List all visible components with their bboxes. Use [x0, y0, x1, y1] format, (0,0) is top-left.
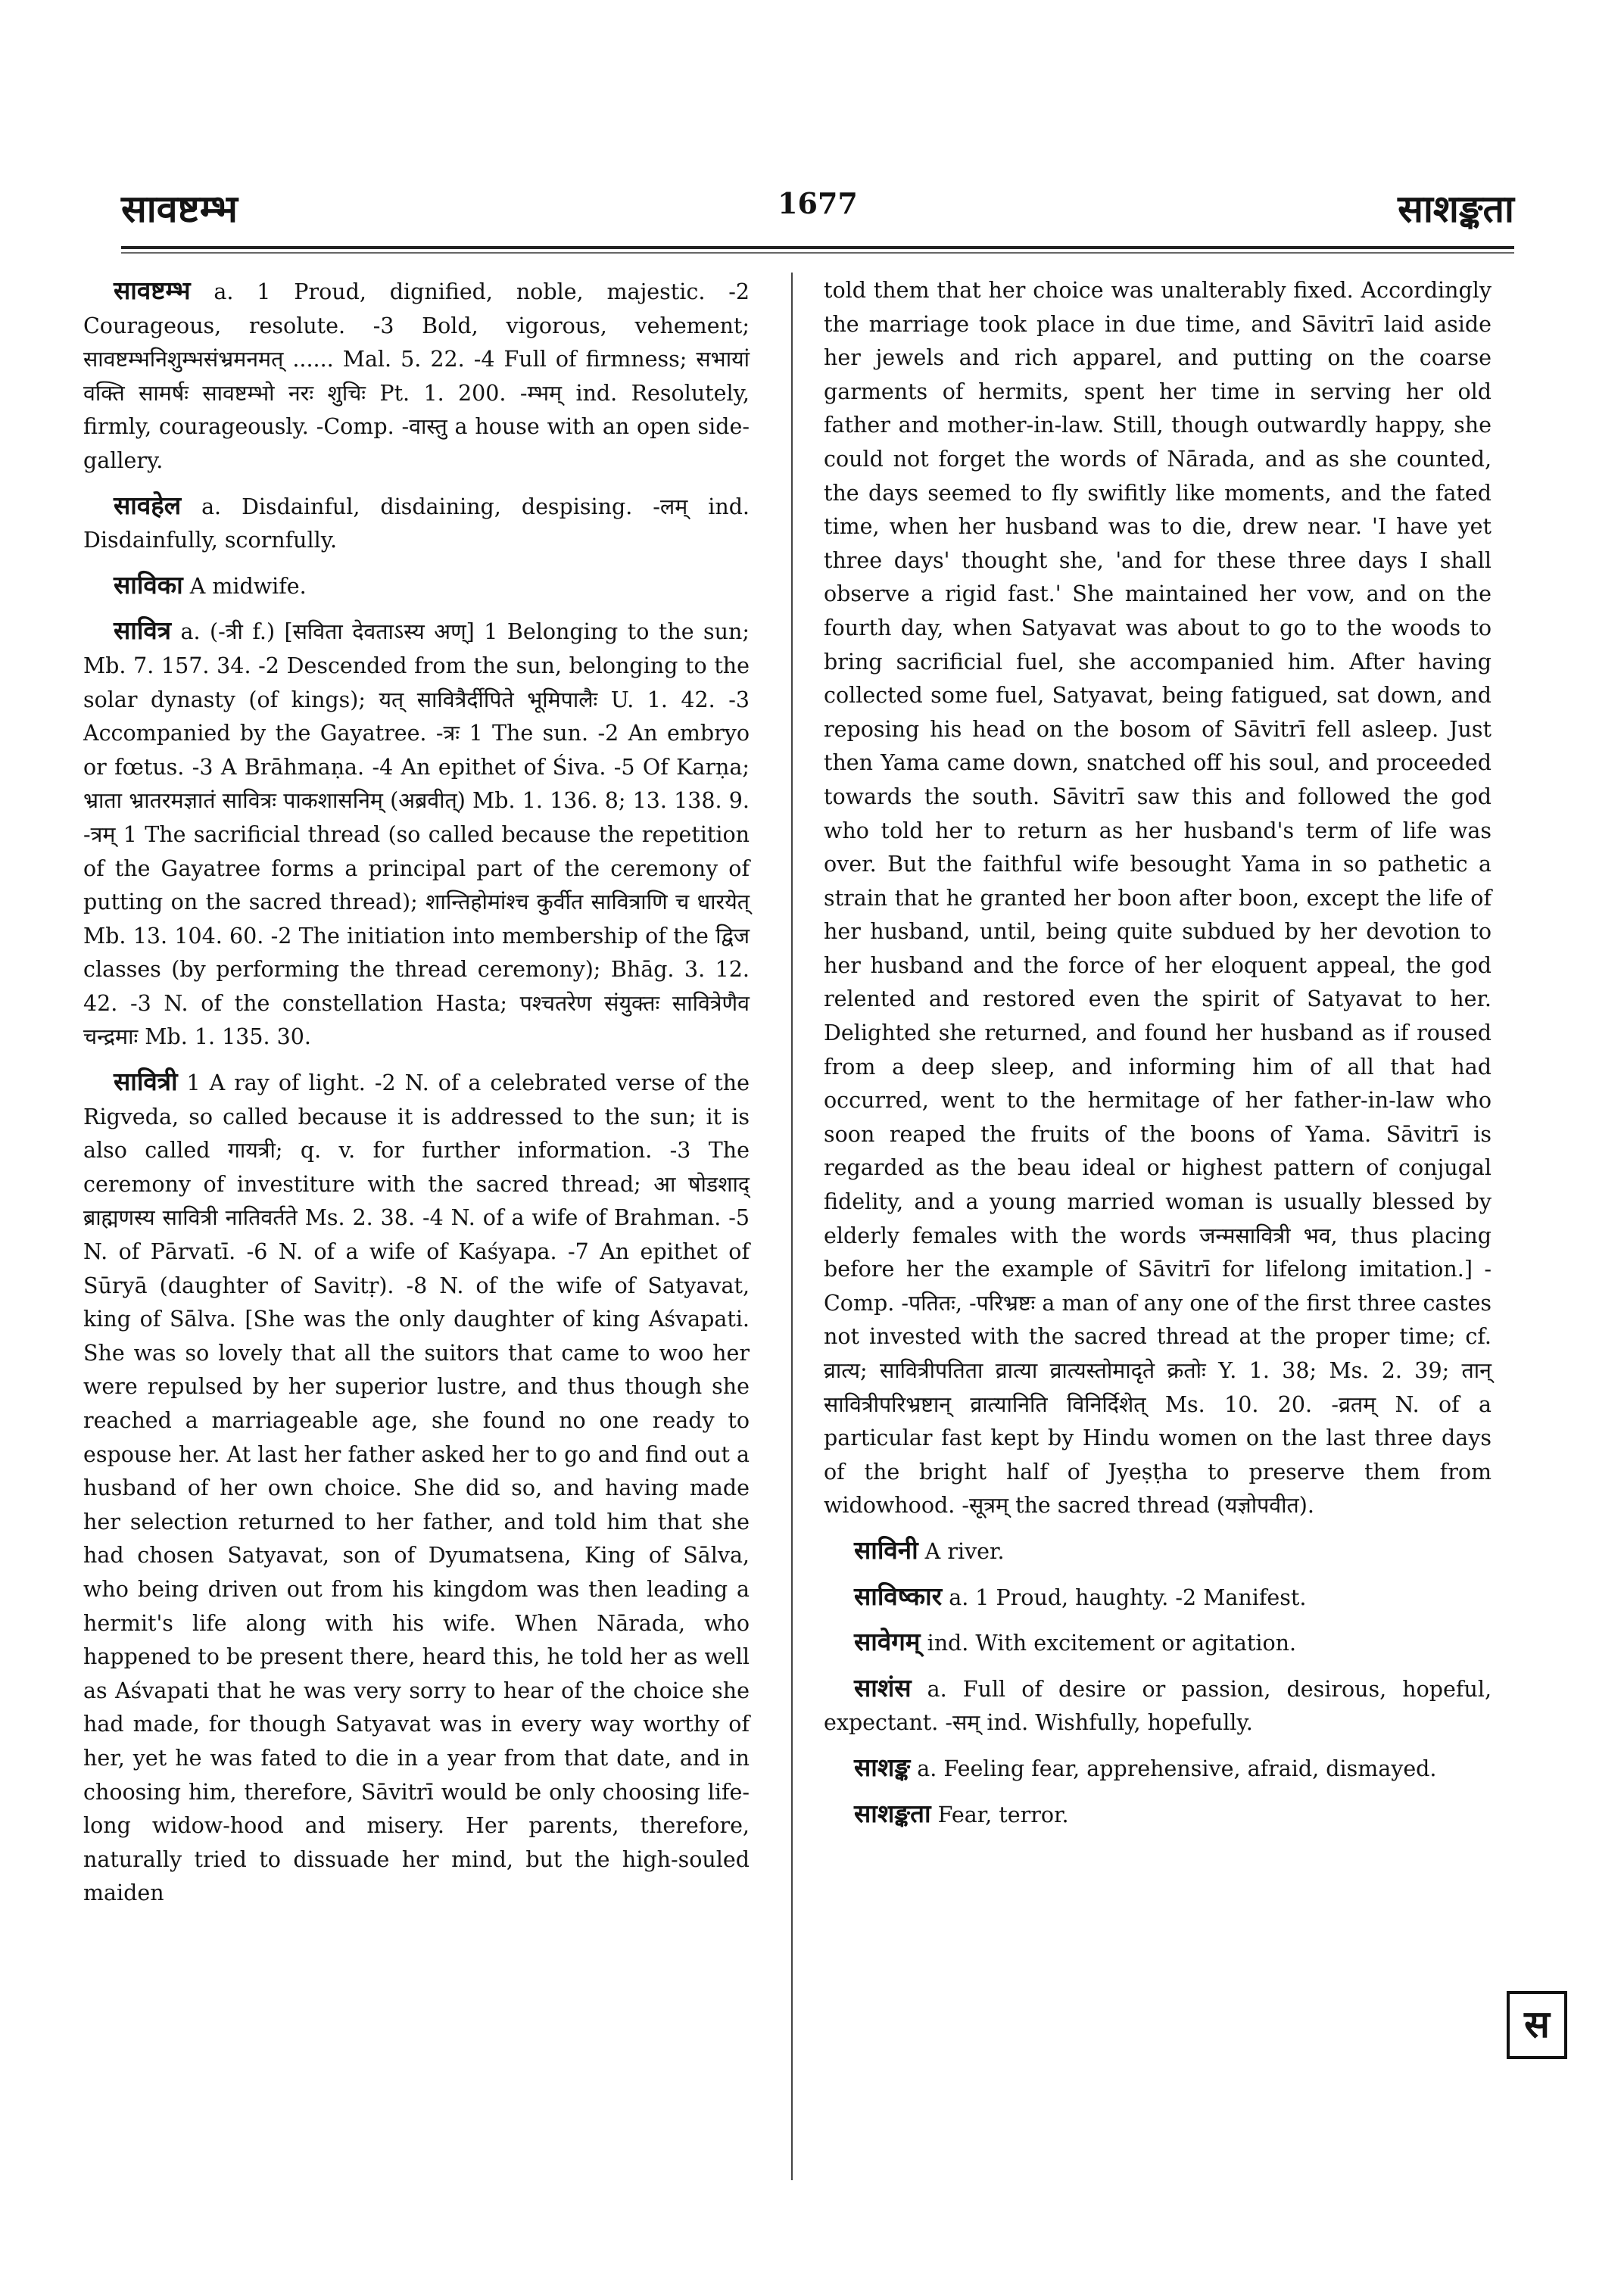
header-rule: [121, 246, 1514, 249]
left-column: [83, 274, 750, 1921]
dictionary-entry: [824, 1751, 1492, 1787]
page-number: 1677: [778, 186, 858, 220]
entry-definition: a. Full of desire or passion, desirous, hopeful, expectant. -सम् ind. Wishfully, hopefully.: [824, 1676, 1492, 1736]
header-left-headword: सावष्टम्भ: [121, 186, 238, 231]
entry-definition: a. (-त्री f.) [सविता देवताऽस्य अण्] 1 Belonging to the sun; Mb. 7. 157. 34. -2 Descended from the sun, belonging to the solar dynasty (of kings); यत् सावित्रैर्दीपिते भूमिपालैः U. 1. 42. -3 Accompanied by the Gayatree. -त्रः 1 The sun. -2 An embryo or fœtus. -3 A Brāhmaṇa. -4 An epithet of Śiva. -5 Of Karṇa; भ्राता भ्रातरमज्ञातं सावित्रः पाकशासनिम् (अब्रवीत्) Mb. 1. 136. 8; 13. 138. 9. -त्रम् 1 The sacrificial thread (so called because the repetition of the Gayatree forms a principal part of the ceremony of putting on the sacred thread); शान्तिहोमांश्च कुर्वीत सावित्राणि च धारयेत् Mb. 13. 104. 60. -2 The initiation into membership of the द्विज classes (by performing the thread ceremony); Bhāg. 3. 12. 42. -3 N. of the constellation Hasta; पश्चतरेण संयुक्तः सावित्रेणैव चन्द्रमाः Mb. 1. 135. 30.: [83, 619, 750, 1050]
entry-headword: सावित्र: [114, 615, 171, 646]
entry-definition: 1 A ray of light. -2 N. of a celebrated verse of the Rigveda, so called because it is addressed to the sun; it is also called गायत्री; q. v. for further information. -3 The ceremony of investiture with the sacred thread; आ षोडशाद् ब्राह्मणस्य सावित्री नातिवर्तते Ms. 2. 38. -4 N. of a wife of Brahman. -5 N. of Pārvatī. -6 N. of a wife of Kaśyapa. -7 An epithet of Sūryā (daughter of Savitṛ). -8 N. of the wife of Satyavat, king of Sālva. [She was the only daughter of king Aśvapati. She was so lovely that all the suitors that came to woo her were repulsed by her superior lustre, and thus though she reached a marriageable age, she found no one ready to espouse her. At last her father asked her to go and find out a husband of her own choice. She did so, and having made her selection returned to her father, and told him that she had chosen Satyavat, son of Dyumatsena, King of Sālva, who being driven out from his kingdom was then leading a hermit's life along with his wife. When Nārada, who happened to be present there, heard this, he told her as well as Aśvapati that he was very sorry to hear of the choice she had made, for though Satyavat was in every way worthy of her, yet he was fated to die in a year from that date, and in choosing him, therefore, Sāvitrī would be only choosing life-long widow-hood and misery. Her parents, therefore, naturally tried to dissuade her mind, but the high-souled maiden: [83, 1070, 750, 1906]
header-rule-thin: [121, 252, 1514, 254]
dictionary-entry: [83, 489, 750, 558]
entry-definition: a. 1 Proud, haughty. -2 Manifest.: [942, 1584, 1307, 1610]
column-divider: [791, 273, 793, 2180]
entry-continuation: told them that her choice was unalterably fixed. Accordingly the marriage took place in due time, and Sāvitrī laid aside her jewels and rich apparel, and putting on the coarse garments of hermits, spent her time in serving her old father and mother-in-law. Still, though outwardly happy, she could not forget the words of Nārada, and as she counted, the days seemed to fly swifitly like moments, and the fated time, when her husband was to die, drew near. 'I have yet three days' thought she, 'and for these three days I shall observe a rigid fast.' She maintained her vow, and on the fourth day, when Satyavat was about to go to the woods to bring sacrificial fuel, she accompanied him. After having collected some fuel, Satyavat, being fatigued, sat down, and reposing his head on the bosom of Sāvitrī fell asleep. Just then Yama came down, snatched off his soul, and proceeded towards the south. Sāvitrī saw this and followed the god who told her to return as her husband's term of life was over. But the faithful wife besought Yama in so pathetic a strain that he granted her boon after boon, except the life of her husband, until, being quite subdued by her devotion to her husband and the force of her eloquent appeal, the god relented and restored even the spirit of Satyavat to her. Delighted she returned, and found her husband as if roused from a deep sleep, and informing him of all that had occurred, went to the hermitage of her father-in-law who soon reaped the fruits of the boons of Yama. Sāvitrī is regarded as the beau ideal or highest pattern of conjugal fidelity, and a young married woman is usually blessed by elderly females with the words जन्मसावित्री भव, thus placing before her the example of Sāvitrī for lifelong imitation.] -Comp. -पतितः, -परिभ्रष्टः a man of any one of the first three castes not invested with the sacred thread at the proper time; cf. व्रात्य; सावित्रीपतिता व्रात्या व्रात्यस्तोमादृते क्रतोः Y. 1. 38; Ms. 2. 39; तान् सावित्रीपरिभ्रष्टान् व्रात्यानिति विनिर्दिशेत् Ms. 10. 20. -व्रतम् N. of a particular fast kept by Hindu women on the last three days of the bright half of Jyeṣṭha to preserve them from widowhood. -सूत्रम् the sacred thread (यज्ञोपवीत).: [824, 278, 1492, 1519]
entry-headword: सावहेल: [114, 490, 182, 520]
dictionary-entry: [824, 1671, 1492, 1740]
dictionary-entry: [824, 1534, 1492, 1569]
entry-definition: a. Feeling fear, apprehensive, afraid, dismayed.: [910, 1756, 1437, 1781]
entry-definition: a. Disdainful, disdaining, despising. -लम् ind. Disdainfully, scornfully.: [83, 494, 750, 553]
dictionary-entry: [83, 274, 750, 478]
entry-headword: सावष्टम्भ: [114, 276, 191, 305]
entry-headword: साशङ्क: [854, 1752, 911, 1782]
entry-definition: Fear, terror.: [930, 1802, 1069, 1827]
entry-headword: सावित्री: [114, 1067, 178, 1097]
header-right-headword: साशङ्कता: [1398, 186, 1514, 231]
entry-headword: साविनी: [854, 1534, 918, 1565]
entry-headword: साशङ्कता: [854, 1798, 931, 1828]
entry-definition: A midwife.: [182, 573, 307, 599]
thumb-index-tab: स: [1507, 1991, 1567, 2059]
dictionary-entry: [83, 614, 750, 1055]
dictionary-entry: [83, 569, 750, 604]
entry-headword: साविका: [114, 569, 183, 600]
entry-headword: साशंस: [854, 1672, 912, 1703]
entry-definition: a. 1 Proud, dignified, noble, majestic. -2 Courageous, resolute. -3 Bold, vigorous, vehement; सावष्टम्भनिशुम्भसंभ्रमनमत् ...... Mal. 5. 22. -4 Full of firmness; सभायां वक्ति सामर्षः सावष्टम्भो नरः शुचिः Pt. 1. 200. -म्भम् ind. Resolutely, firmly, courageously. -Comp. -वास्तु a house with an open side-gallery.: [83, 279, 750, 473]
dictionary-entry: [824, 1625, 1492, 1661]
dictionary-entry: [824, 1797, 1492, 1833]
dictionary-entry: [824, 1580, 1492, 1615]
entry-headword: सावेगम्: [854, 1627, 921, 1657]
running-header: [121, 182, 1514, 250]
entry-headword: साविष्कार: [854, 1581, 943, 1611]
dictionary-entry: [83, 1065, 750, 1911]
right-column: [824, 274, 1492, 1843]
entry-definition: A river.: [918, 1538, 1005, 1564]
entry-definition: ind. With excitement or agitation.: [920, 1631, 1297, 1656]
